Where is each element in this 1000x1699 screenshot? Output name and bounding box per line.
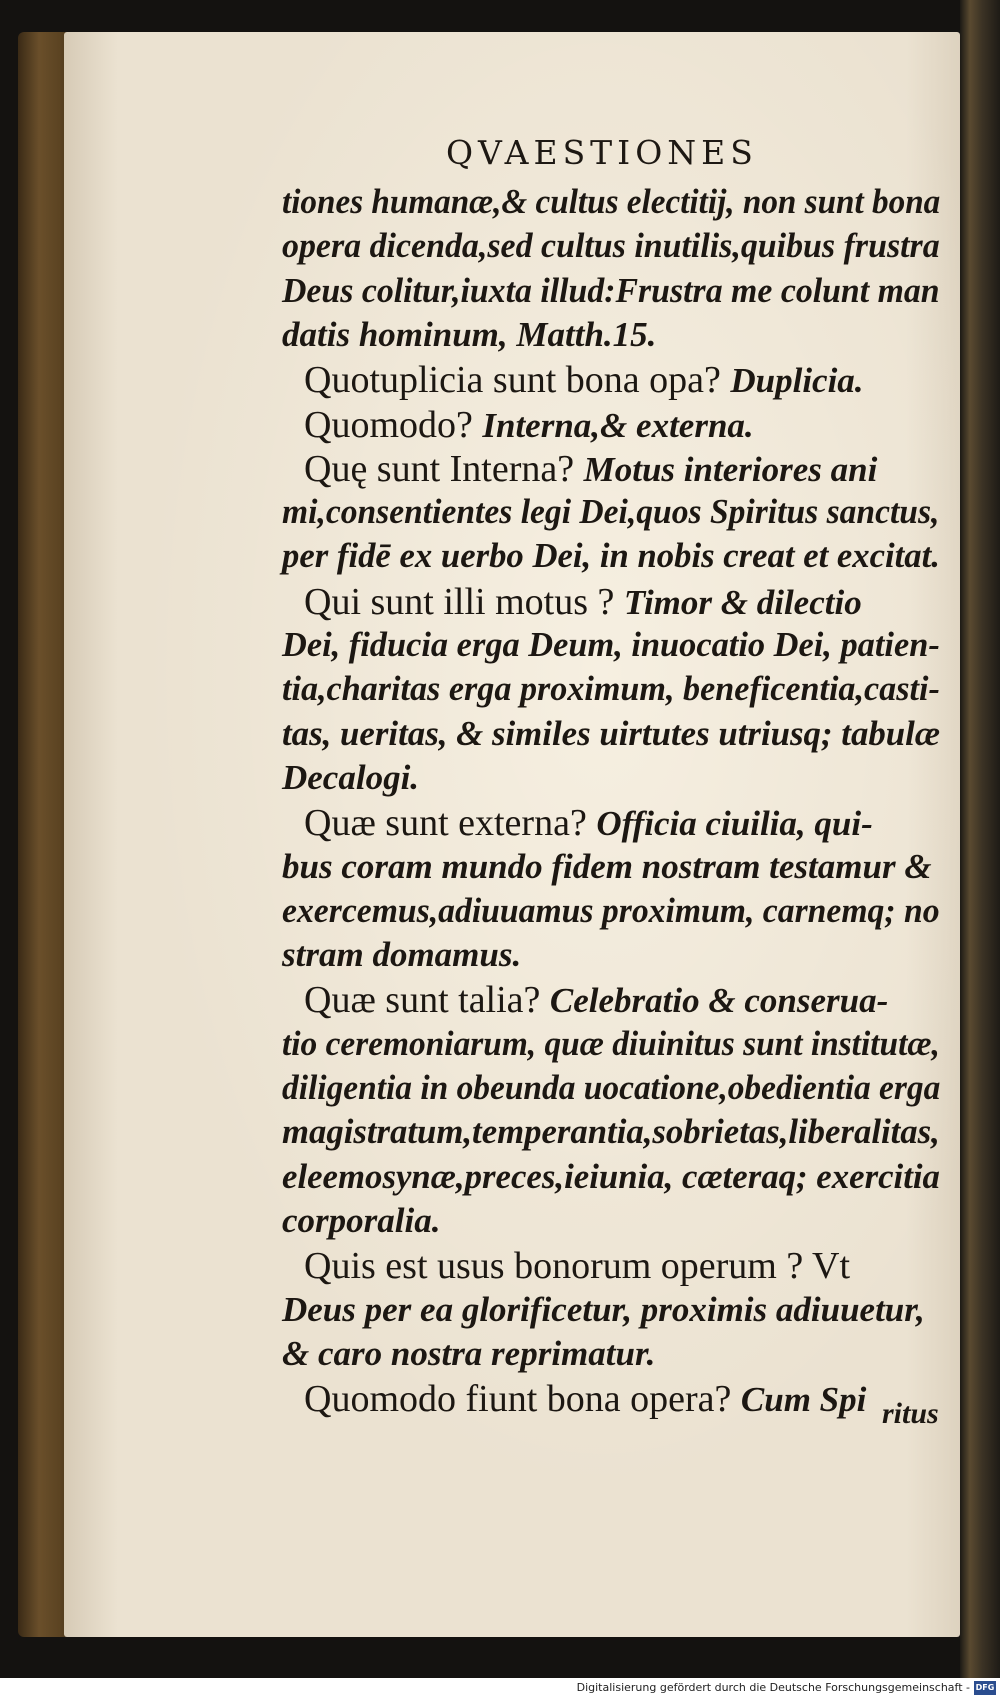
answer-text: tio ceremoniarum, quæ diuinitus sunt institutæ, bbox=[282, 1024, 940, 1063]
answer-text: tia,charitas erga proximum, beneficentia,casti- bbox=[282, 669, 940, 708]
text-line bbox=[282, 1159, 940, 1194]
answer-text: Motus interiores ani bbox=[583, 450, 878, 489]
text-line bbox=[304, 361, 864, 399]
answer-text: Timor & dilectio bbox=[623, 583, 862, 622]
text-line bbox=[304, 450, 877, 488]
question-text: Vt bbox=[812, 1245, 851, 1287]
text-line bbox=[304, 1380, 866, 1418]
text-line bbox=[282, 849, 932, 884]
question-text: Quæ sunt talia? bbox=[304, 979, 550, 1021]
text-line bbox=[282, 716, 940, 751]
question-text: Quis est usus bonorum operum ? bbox=[304, 1245, 813, 1287]
text-line bbox=[304, 406, 754, 444]
catchword: ritus bbox=[882, 1397, 939, 1430]
question-text: Qui sunt illi motus ? bbox=[304, 581, 624, 623]
answer-text: opera dicenda,sed cultus inutilis,quibus frustra bbox=[282, 226, 940, 265]
answer-text: datis hominum, Matth.15. bbox=[282, 315, 657, 354]
text-line bbox=[282, 1203, 440, 1238]
text-line bbox=[282, 1292, 925, 1327]
answer-text: tas, ueritas, & similes uirtutes utriusq; tabulæ bbox=[282, 714, 940, 753]
text-line bbox=[282, 1336, 655, 1371]
answer-text: Duplicia. bbox=[730, 361, 864, 400]
answer-text: diligentia in obeunda uocatione,obedientia erga bbox=[282, 1068, 941, 1107]
question-text: Quomodo fiunt bona opera? bbox=[304, 1378, 741, 1420]
answer-text: Deus per ea glorificetur, proximis adiuuetur, bbox=[282, 1290, 925, 1329]
answer-text: magistratum,temperantia,sobrietas,liberalitas, bbox=[282, 1112, 940, 1151]
answer-text: Officia ciuilia, qui- bbox=[596, 804, 873, 843]
text-line bbox=[304, 583, 862, 621]
dfg-logo: DFG bbox=[974, 1681, 996, 1695]
question-text: Quę sunt Interna? bbox=[304, 448, 584, 490]
binding-edge bbox=[960, 0, 1000, 1699]
funding-credit: Digitalisierung gefördert durch die Deutsche Forschungsgemeinschaft - bbox=[576, 1681, 970, 1694]
text-line bbox=[282, 317, 656, 352]
answer-text: mi,consentientes legi Dei,quos Spiritus sanctus, bbox=[282, 492, 940, 531]
answer-text: Celebratio & conserua- bbox=[549, 981, 889, 1020]
answer-text: corporalia. bbox=[282, 1201, 441, 1240]
question-text: Quomodo? bbox=[304, 404, 483, 446]
running-header: QVAESTIONES bbox=[446, 133, 758, 172]
text-line bbox=[304, 981, 888, 1019]
text-line bbox=[282, 1114, 940, 1149]
answer-text: Interna,& externa. bbox=[482, 406, 754, 445]
text-line bbox=[282, 494, 939, 529]
text-line bbox=[282, 627, 940, 662]
text-line bbox=[282, 1026, 940, 1061]
answer-text: Deus colitur,iuxta illud:Frustra me colunt man bbox=[282, 271, 940, 310]
answer-text: Cum Spi bbox=[740, 1380, 867, 1419]
text-line bbox=[282, 228, 940, 263]
answer-text: per fidē ex uerbo Dei, in nobis creat et excitat. bbox=[282, 536, 940, 575]
text-line bbox=[282, 1070, 940, 1105]
text-line bbox=[282, 671, 940, 706]
text-line bbox=[282, 538, 940, 573]
answer-text: bus coram mundo fidem nostram testamur & bbox=[282, 847, 932, 886]
text-line bbox=[304, 804, 873, 842]
answer-text: stram domamus. bbox=[282, 935, 522, 974]
answer-text: eleemosynæ,preces,ieiunia, cæteraq; exercitia bbox=[282, 1157, 940, 1196]
text-line bbox=[304, 1247, 850, 1285]
answer-text: tiones humanæ,& cultus electitij, non sunt bona bbox=[282, 182, 941, 221]
text-line bbox=[282, 184, 940, 219]
answer-text: & caro nostra reprimatur. bbox=[282, 1334, 656, 1373]
question-text: Quæ sunt externa? bbox=[304, 802, 597, 844]
footer-bar bbox=[0, 1678, 1000, 1699]
answer-text: Decalogi. bbox=[282, 758, 420, 797]
question-text: Quotuplicia sunt bona opa? bbox=[304, 359, 731, 401]
answer-text: Dei, fiducia erga Deum, inuocatio Dei, patien- bbox=[282, 625, 940, 664]
answer-text: exercemus,adiuuamus proximum, carnemq; no bbox=[282, 891, 940, 930]
text-line bbox=[282, 937, 521, 972]
text-line bbox=[282, 893, 940, 928]
text-line bbox=[282, 760, 419, 795]
text-line bbox=[282, 273, 940, 308]
